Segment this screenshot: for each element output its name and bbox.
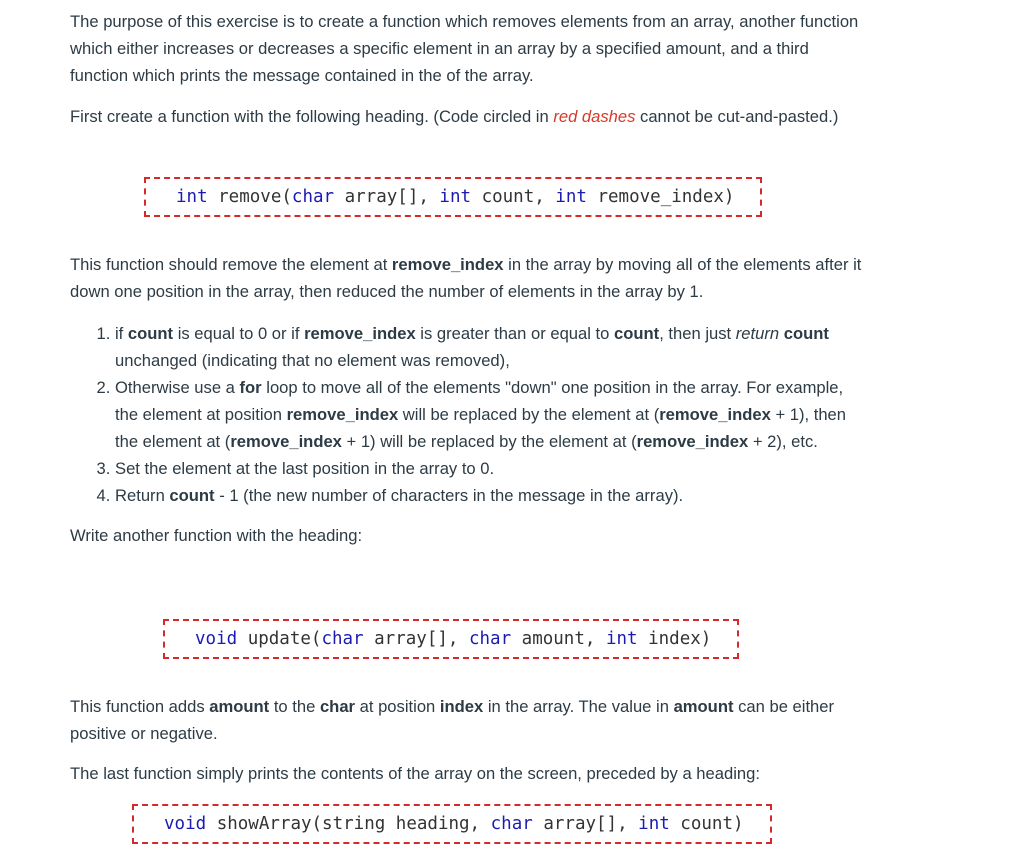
code-text: update( [237, 629, 322, 649]
desc-term: amount [209, 697, 270, 716]
code-keyword: char [468, 629, 512, 649]
code-text: remove_index) [586, 187, 735, 207]
step-1 [115, 320, 870, 374]
code-keyword: char [490, 814, 533, 834]
step-term: remove_index [230, 432, 342, 451]
step-text: + 1), then the element at ( [115, 405, 847, 451]
desc-text: to the [269, 697, 320, 716]
step-text: unchanged (indicating that no element was removed), [115, 351, 510, 370]
update-function-heading [163, 619, 739, 659]
code-text: showArray(string heading, [206, 814, 491, 834]
desc-text: in the array by moving all of the elements after it down one position in the array, then reduced the number of elements in the array by 1. [70, 255, 862, 301]
step-2 [115, 374, 870, 455]
step-term: for [239, 378, 262, 397]
step-text: if [115, 324, 128, 343]
step-text: , then just [659, 324, 736, 343]
step-term: count [783, 324, 829, 343]
step-text: - 1 (the new number of characters in the message in the array). [214, 486, 684, 505]
step-text: Otherwise use a [115, 378, 240, 397]
code-keyword: int [638, 814, 670, 834]
step-text: is equal to 0 or if [173, 324, 305, 343]
step-term: count [614, 324, 660, 343]
remove-description [70, 251, 870, 305]
show-code-block-wrap [132, 804, 772, 844]
desc-text: This function adds [70, 697, 210, 716]
step-emphasis: return [735, 324, 780, 343]
remove-steps-list [70, 320, 870, 509]
step-term: count [169, 486, 215, 505]
code-keyword: void [164, 814, 207, 834]
desc-term: amount [673, 697, 734, 716]
code-keyword: int [439, 187, 472, 207]
assignment-content [70, 8, 870, 130]
remove-code-block-wrap [144, 177, 762, 217]
code-text: array[], [363, 629, 469, 649]
code-keyword: char [291, 187, 335, 207]
step-text: will be replaced by the element at ( [398, 405, 660, 424]
code-keyword: int [605, 629, 638, 649]
showarray-function-heading [132, 804, 772, 844]
desc-text: in the array. The value in [483, 697, 674, 716]
step-text: loop to move all of the elements "down" one position in the array. For example, the element at position [115, 378, 844, 424]
step-term: remove_index [286, 405, 399, 424]
remove-section [70, 251, 870, 549]
red-dashes-emphasis: red dashes [553, 107, 636, 126]
code-text: array[], [532, 814, 639, 834]
show-intro: The last function simply prints the contents of the array on the screen, preceded by a heading: [70, 764, 760, 783]
code-keyword: char [321, 629, 364, 649]
code-text: array[], [334, 187, 440, 207]
step-term: remove_index [304, 324, 416, 343]
instructions-text-end: cannot be cut-and-pasted.) [635, 107, 839, 126]
first-function-instructions [70, 103, 870, 130]
intro-paragraph: The purpose of this exercise is to create a function which removes elements from an array, another function which either increases or decreases a specific element in an array by a specified amount, and a third function which prints the message contained in the of the array. [70, 12, 859, 85]
update-intro: Write another function with the heading: [70, 526, 363, 545]
instructions-text: First create a function with the following heading. (Code circled in [70, 107, 554, 126]
remove-function-heading [144, 177, 762, 217]
step-text: + 2), etc. [748, 432, 818, 451]
update-description [70, 693, 870, 747]
desc-text: at position [355, 697, 440, 716]
step-text: Return [115, 486, 170, 505]
step-4 [115, 482, 870, 509]
step-text: + 1) will be replaced by the element at ( [341, 432, 637, 451]
step-term: remove_index [636, 432, 749, 451]
desc-text: This function should remove the element at [70, 255, 392, 274]
step-term: remove_index [659, 405, 771, 424]
update-code-block-wrap [163, 619, 739, 659]
step-3: 3. Set the element at the last position in the array to 0. [115, 455, 870, 482]
step-text: is greater than or equal to [415, 324, 615, 343]
code-keyword: int [555, 187, 587, 207]
code-text: remove( [207, 187, 292, 207]
code-keyword: void [195, 629, 238, 649]
code-text: count, [471, 187, 556, 207]
code-text: amount, [511, 629, 606, 649]
desc-term: char [319, 697, 356, 716]
step-term: count [127, 324, 174, 343]
code-keyword: int [176, 187, 208, 207]
desc-term: index [439, 697, 484, 716]
desc-text: can be either positive or negative. [70, 697, 835, 743]
desc-term: remove_index [391, 255, 504, 274]
update-section [70, 693, 870, 787]
code-text: count) [669, 814, 744, 834]
code-text: index) [637, 629, 712, 649]
